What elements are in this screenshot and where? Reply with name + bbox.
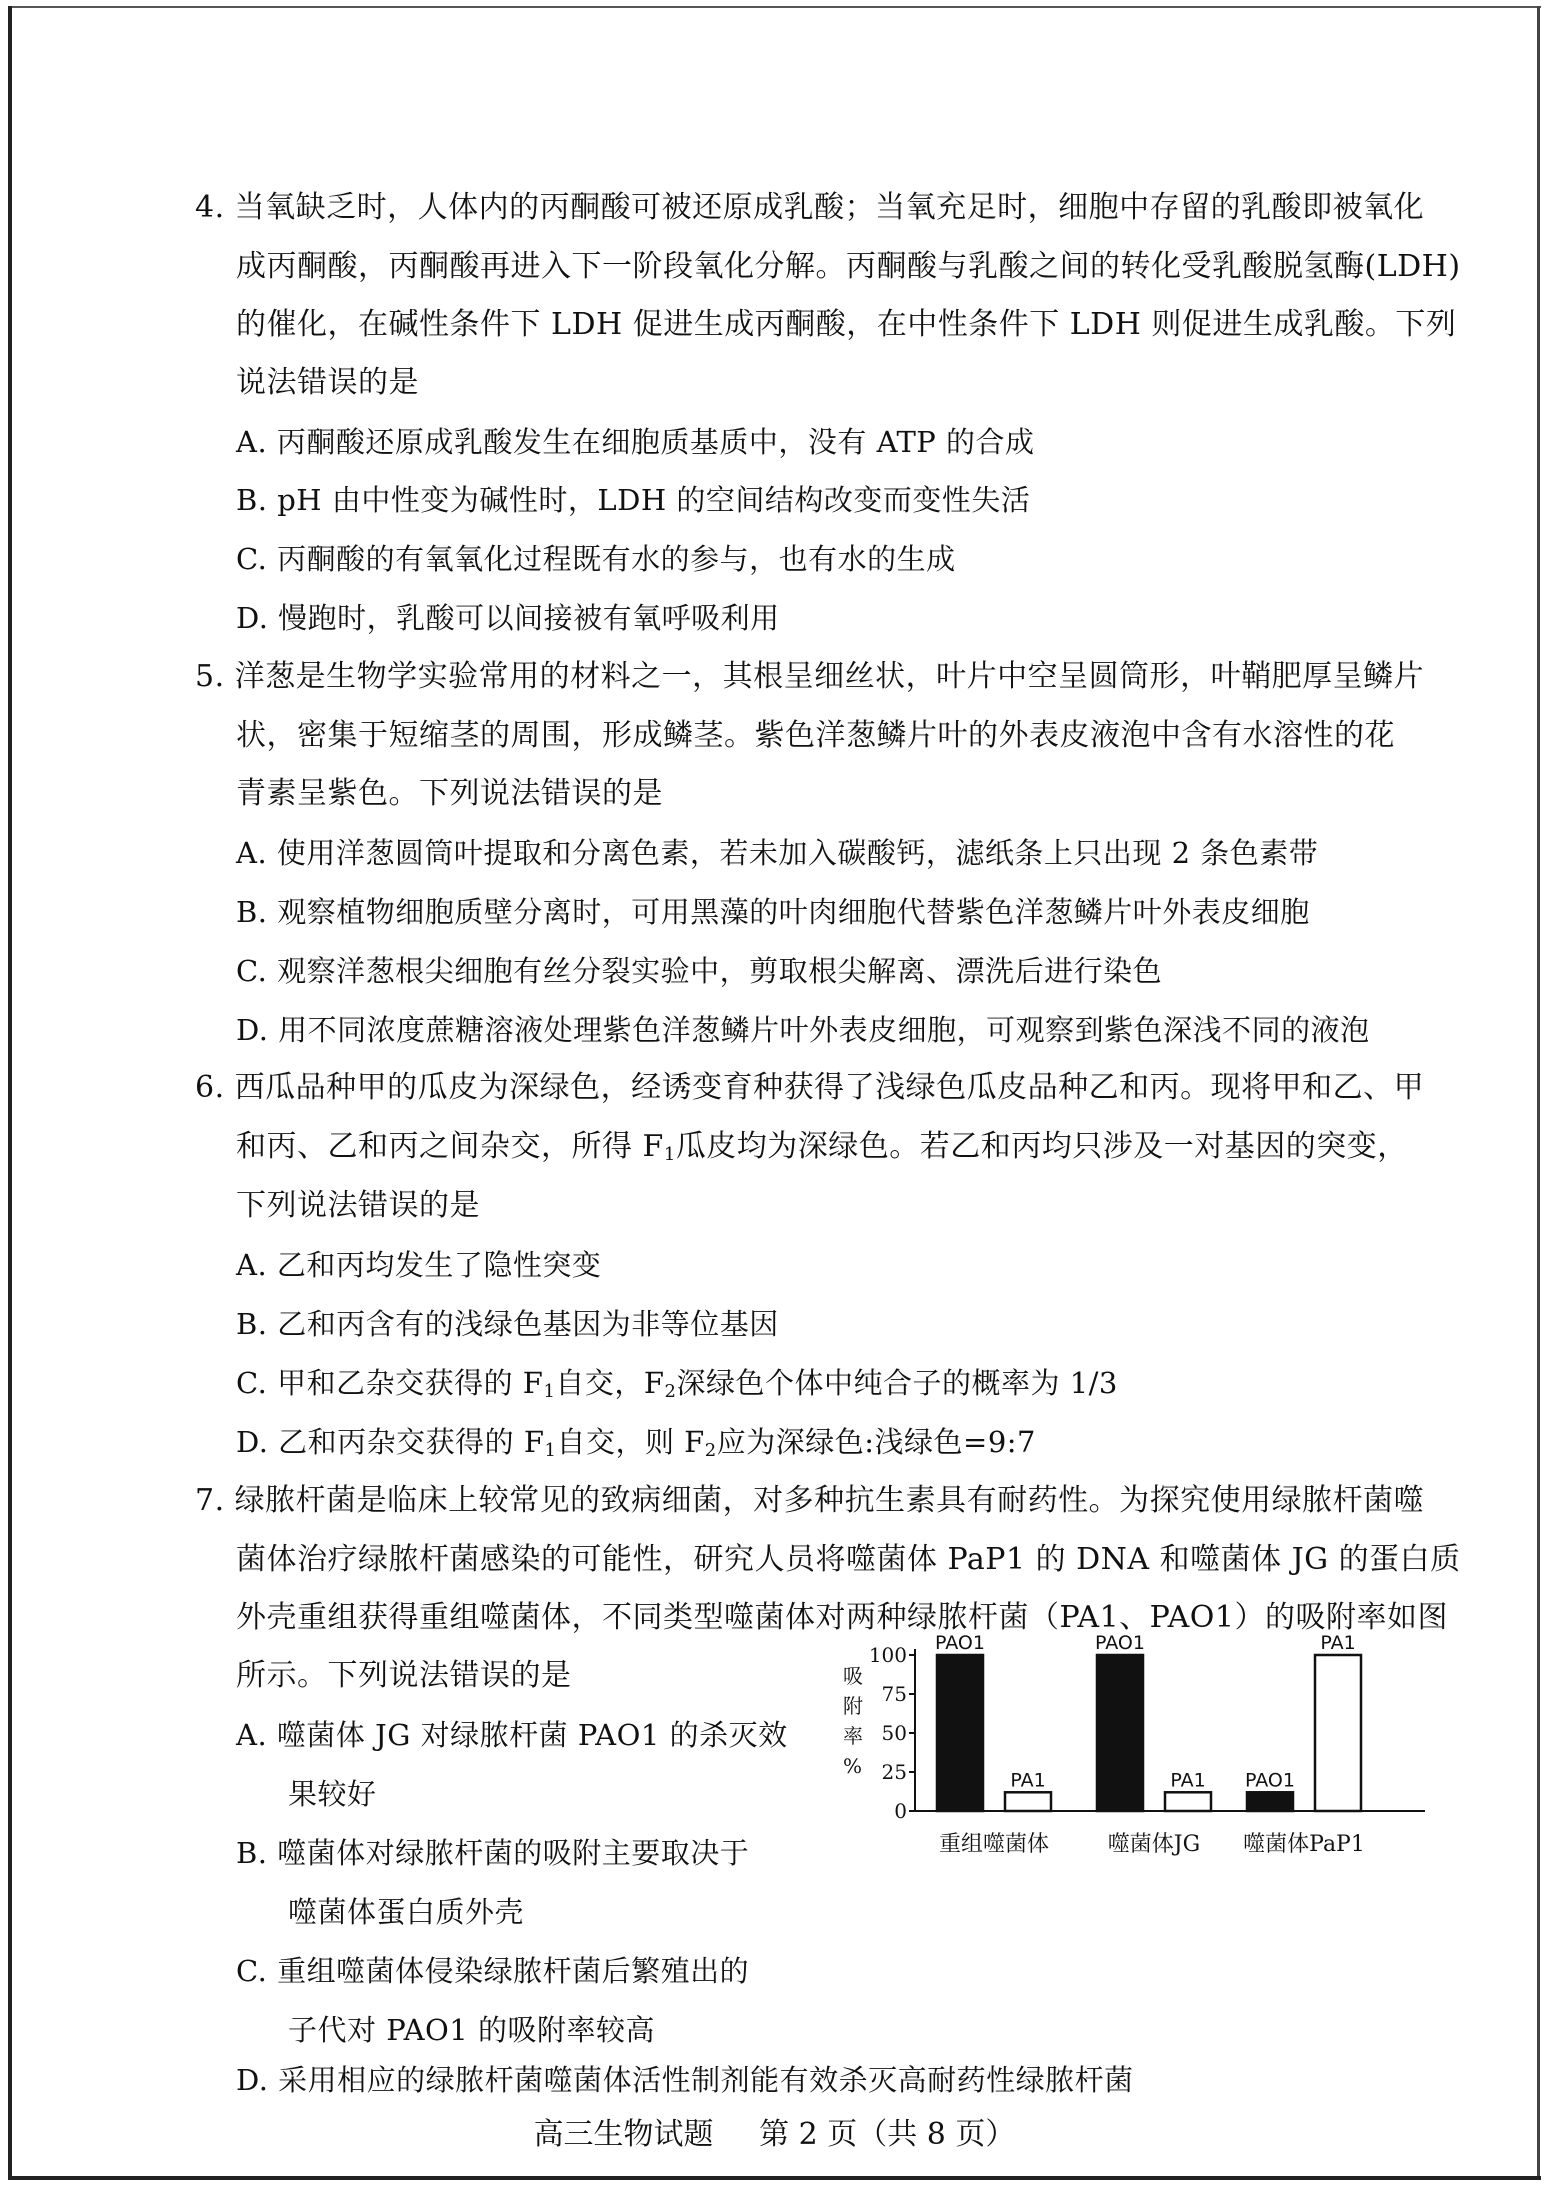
page-footer [0,2115,1549,2155]
footer-title: 高三生物试题 [533,2117,714,2152]
bar-pao1-2 [1247,1792,1293,1811]
q4-stem-line-1: 4. 当氧缺乏时，人体内的丙酮酸可被还原成乳酸；当氧充足时，细胞中存留的乳酸即被氧化 [195,190,1425,225]
q4-option-d: D. 慢跑时，乳酸可以间接被有氧呼吸利用 [236,601,780,635]
q6-option-c: C. 甲和乙杂交获得的 $F_1$自交，$F_2$深绿色个体中纯合子的概率为 1/3 [236,1366,1118,1402]
scan-border-right [1537,6,1540,2180]
q5-option-b: B. 观察植物细胞质壁分离时，可用黑藻的叶肉细胞代替紫色洋葱鳞片叶外表皮细胞 [236,895,1310,929]
q7-option-c-line-1: C. 重组噬菌体侵染绿脓杆菌后繁殖出的 [236,1954,750,1988]
scan-border-top [8,6,1541,8]
q5-option-d: D. 用不同浓度蔗糖溶液处理紫色洋葱鳞片叶外表皮细胞，可观察到紫色深浅不同的液泡 [236,1013,1370,1047]
bar-pao1-1 [1097,1655,1143,1811]
x-category-label: 噬菌体JG [1107,1832,1201,1857]
adsorption-rate-chart [825,1625,1425,1875]
q5-option-c: C. 观察洋葱根尖细胞有丝分裂实验中，剪取根尖解离、漂洗后进行染色 [236,954,1163,988]
chart-svg [825,1625,1425,1875]
q6-stem-line-1: 6. 西瓜品种甲的瓜皮为深绿色，经诱变育种获得了浅绿色瓜皮品种乙和丙。现将甲和乙、甲 [195,1070,1425,1105]
q5-stem-line-2: 状，密集于短缩茎的周围，形成鳞茎。紫色洋葱鳞片叶的外表皮液泡中含有水溶性的花 [236,718,1395,753]
q7-option-d: D. 采用相应的绿脓杆菌噬菌体活性制剂能有效杀灭高耐药性绿脓杆菌 [236,2063,1134,2097]
bar-pa1-1 [1165,1792,1211,1811]
q4-option-a: A. 丙酮酸还原成乳酸发生在细胞质基质中，没有 ATP 的合成 [236,425,1035,459]
bar-series-label: PAO1 [935,1632,985,1654]
q7-stem-line-4: 所示。下列说法错误的是 [236,1658,572,1693]
q4-stem-line-2: 成丙酮酸，丙酮酸再进入下一阶段氧化分解。丙酮酸与乳酸之间的转化受乳酸脱氢酶(LDH) [236,249,1461,284]
q4-stem-line-3: 的催化，在碱性条件下 LDH 促进生成丙酮酸，在中性条件下 LDH 则促进生成乳酸。下列 [236,307,1457,342]
y-axis-label-char: % [843,1754,863,1778]
q4-option-b: B. pH 由中性变为碱性时，LDH 的空间结构改变而变性失活 [236,483,1031,517]
q5-stem-line-1: 5. 洋葱是生物学实验常用的材料之一，其根呈细丝状，叶片中空呈圆筒形，叶鞘肥厚呈鳞片 [195,659,1425,694]
y-tick-label: 25 [881,1760,907,1784]
q7-option-b-line-1: B. 噬菌体对绿脓杆菌的吸附主要取决于 [236,1836,750,1870]
q4-stem-line-4: 说法错误的是 [236,365,419,400]
q7-stem-line-2: 菌体治疗绿脓杆菌感染的可能性，研究人员将噬菌体 PaP1 的 DNA 和噬菌体 JG 的蛋白质 [236,1542,1461,1577]
y-axis-label-char: 附 [843,1694,863,1718]
q7-option-a-line-2: 果较好 [288,1777,377,1811]
scan-border-bottom [8,2176,1541,2180]
bar-pao1-0 [937,1655,983,1811]
q7-option-c-line-2: 子代对 PAO1 的吸附率较高 [288,2013,655,2047]
y-tick-label: 75 [881,1682,907,1706]
q5-stem-line-3: 青素呈紫色。下列说法错误的是 [236,776,663,811]
q6-option-d: D. 乙和丙杂交获得的 $F_1$自交，则 $F_2$应为深绿色:浅绿色=9:7 [236,1425,1036,1461]
footer-page-number: 第 2 页（共 8 页） [759,2117,1016,2152]
q6-stem-line-3: 下列说法错误的是 [236,1188,480,1223]
x-category-label: 重组噬菌体 [938,1832,1050,1857]
q6-option-b: B. 乙和丙含有的浅绿色基因为非等位基因 [236,1307,779,1341]
bar-pa1-0 [1005,1792,1051,1811]
q7-option-a-line-1: A. 噬菌体 JG 对绿脓杆菌 PAO1 的杀灭效 [236,1718,788,1752]
x-category-label: 噬菌体PaP1 [1243,1832,1365,1857]
q7-option-b-line-2: 噬菌体蛋白质外壳 [288,1895,525,1929]
scan-border-left [8,6,12,2180]
y-tick-label: 50 [881,1721,907,1745]
bar-series-label: PA1 [1010,1769,1046,1792]
y-axis-label-char: 吸 [843,1664,863,1688]
q6-stem-line-2: 和丙、乙和丙之间杂交，所得 $F_1$瓜皮均为深绿色。若乙和丙均只涉及一对基因的突变， [236,1129,1408,1165]
q5-option-a: A. 使用洋葱圆筒叶提取和分离色素，若未加入碳酸钙，滤纸条上只出现 2 条色素带 [236,836,1319,870]
bar-series-label: PAO1 [1095,1632,1145,1654]
bar-series-label: PA1 [1170,1769,1206,1792]
y-tick-label: 100 [868,1643,907,1667]
y-tick-label: 0 [894,1799,907,1823]
bar-pa1-2 [1315,1655,1361,1811]
q6-option-a: A. 乙和丙均发生了隐性突变 [236,1248,602,1282]
bar-series-label: PAO1 [1245,1769,1295,1792]
y-axis-label-char: 率 [843,1724,863,1748]
q4-option-c: C. 丙酮酸的有氧氧化过程既有水的参与，也有水的生成 [236,542,956,576]
bar-series-label: PA1 [1320,1632,1356,1654]
q7-stem-line-1: 7. 绿脓杆菌是临床上较常见的致病细菌，对多种抗生素具有耐药性。为探究使用绿脓杆菌噬 [195,1483,1425,1518]
q7-stem-line-3: 外壳重组获得重组噬菌体，不同类型噬菌体对两种绿脓杆菌（PA1、PAO1）的吸附率如图 [236,1600,1448,1635]
